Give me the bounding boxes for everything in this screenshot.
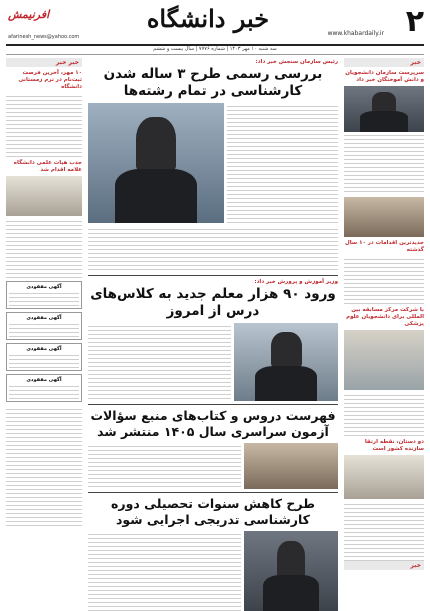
kicker-1: رئیس سازمان سنجش خبر داد: (255, 59, 338, 65)
right-headline-2: با شرکت مرکز مسابقه بین المللی برای دانشجویان علوم پزشکی (346, 307, 424, 327)
website-text: www.khabardaily.ir (327, 30, 384, 37)
article-text (6, 93, 82, 157)
ad-box (6, 343, 82, 371)
right-photo-4 (344, 455, 424, 499)
middle-column (88, 58, 338, 578)
article-text (227, 103, 338, 223)
right-photo-3 (344, 330, 424, 390)
section-tag: خبر (344, 561, 424, 570)
newspaper-logo: خبر دانشگاه (146, 4, 270, 33)
ad-title: آگهی مفقودی (26, 315, 62, 321)
article-text (344, 392, 424, 436)
section-tag: خبر (344, 58, 424, 67)
ad-box (6, 281, 82, 309)
ad-text (9, 290, 79, 306)
article-text (6, 406, 82, 526)
right-photo-2 (344, 197, 424, 237)
right-headline-3: دو دستان، نقطه ارتقا سازنده کشور است (364, 439, 424, 452)
page-number: ۲ (405, 4, 424, 39)
headline-2-photo (234, 323, 338, 401)
headline-1: بررسی رسمی طرح ۳ ساله شدن کارشناسی در تمام رشته‌ها (103, 66, 323, 99)
ad-title: آگهی مفقودی (26, 346, 62, 352)
dateline: سه شنبه ۱۰ مهر ۱۴۰۳ | شماره ۷۷۷۶ | سال بیست و ششم (6, 46, 424, 55)
email-text: afarinesh_news@yahoo.com (8, 34, 80, 40)
ad-title: آگهی مفقودی (26, 377, 62, 383)
ad-title: آگهی مفقودی (26, 284, 62, 290)
logo-sub: افرنیمش (8, 8, 50, 21)
right-lead: سرپرست سازمان دانشجویان و دانش آموختگان خبر داد (345, 70, 424, 83)
headline-3: فهرست دروس و کتاب‌های منبع سؤالات آزمون سراسری سال ۱۴۰۵ منتشر شد (90, 408, 336, 439)
headline-1-photo (88, 103, 224, 223)
article-text (88, 226, 338, 272)
headline-3-photo (244, 443, 338, 489)
right-column (344, 58, 424, 578)
ad-box (6, 312, 82, 340)
left-column (6, 58, 82, 578)
article-text (88, 531, 241, 611)
ad-text (9, 321, 79, 337)
right-photo-1 (344, 86, 424, 132)
article-text (88, 443, 241, 489)
article-text (344, 501, 424, 561)
ad-text (9, 383, 79, 399)
headline-2: ورود ۹۰ هزار معلم جدید به کلاس‌های درس از امروز (90, 286, 336, 319)
ad-text (9, 352, 79, 368)
left-headline-1: ۱۰ مهر، آخرین فرصت ثبت‌نام در ترم زمستانی دانشگاه (18, 70, 82, 90)
article-text (6, 218, 82, 278)
right-headline-1: جدیدترین اقدامات در ۱۰ سال گذشته (344, 240, 424, 253)
masthead (6, 4, 424, 46)
kicker-2: وزیر آموزش و پرورش خبر داد: (254, 279, 338, 285)
article-text (344, 132, 424, 194)
headline-4: طرح کاهش سنوات تحصیلی دوره کارشناسی تدریجی اجرایی شود (111, 496, 315, 527)
left-photo-1 (6, 176, 82, 216)
ad-box (6, 374, 82, 402)
left-headline-2: جذب هیات علمی دانشگاه علامه اقدام شد (13, 160, 82, 173)
section-tag: خبر خبر (6, 58, 82, 67)
article-text (88, 323, 231, 401)
article-text (344, 256, 424, 304)
headline-4-photo (244, 531, 338, 611)
